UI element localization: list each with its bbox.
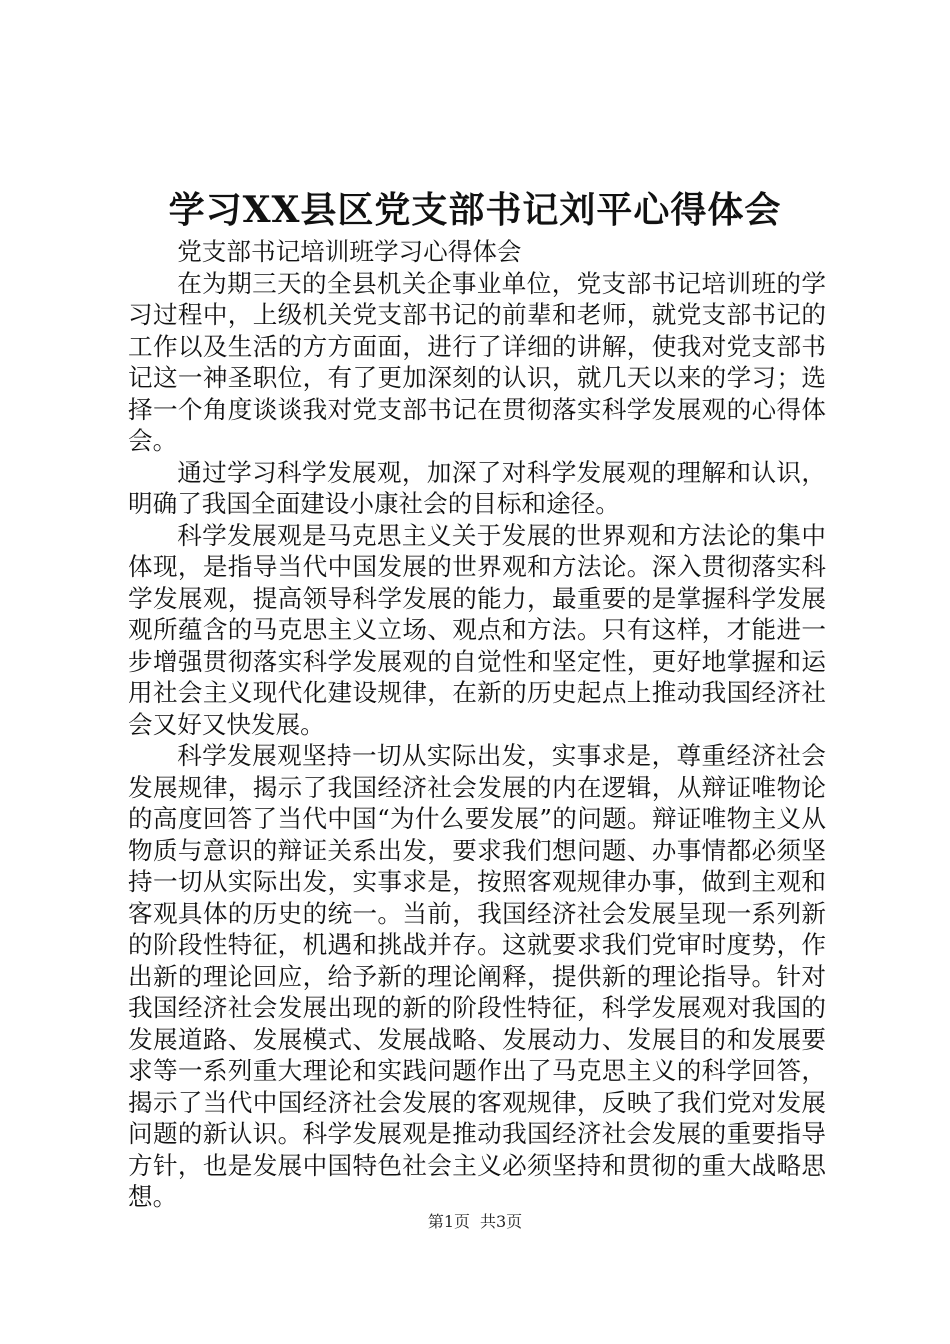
document-body bbox=[128, 236, 826, 1213]
paragraph-subtitle: 党支部书记培训班学习心得体会 bbox=[177, 237, 522, 266]
paragraph: 在为期三天的全县机关企事业单位，党支部书记培训班的学习过程中，上级机关党支部书记的前辈和老师，就党支部书记的工作以及生活的方方面面，进行了详细的讲解，使我对党支部书记这一神圣职位，有了更加深刻的认识，就几天以来的学习；选择一个角度谈谈我对党支部书记在贯彻落实科学发展观的心得体会。 bbox=[128, 268, 826, 455]
page-footer bbox=[0, 1210, 950, 1234]
paragraph: 科学发展观是马克思主义关于发展的世界观和方法论的集中体现，是指导当代中国发展的世界观和方法论。深入贯彻落实科学发展观，提高领导科学发展的能力，最重要的是掌握科学发展观所蕴含的马克思主义立场、观点和方法。只有这样，才能进一步增强贯彻落实科学发展观的自觉性和坚定性，更好地掌握和运用社会主义现代化建设规律，在新的历史起点上推动我国经济社会又好又快发展。 bbox=[128, 520, 826, 739]
paragraph: 通过学习科学发展观，加深了对科学发展观的理解和认识，明确了我国全面建设小康社会的目标和途径。 bbox=[128, 457, 826, 518]
document-title: 学习XX县区党支部书记刘平心得体会 bbox=[168, 189, 782, 231]
paragraph: 科学发展观坚持一切从实际出发，实事求是，尊重经济社会发展规律，揭示了我国经济社会发展的内在逻辑，从辩证唯物论的高度回答了当代中国“为什么要发展”的问题。辩证唯物主义从物质与意识的辩证关系出发，要求我们想问题、办事情都必须坚持一切从实际出发，实事求是，按照客观规律办事，做到主观和客观具体的历史的统一。当前，我国经济社会发展呈现一系列新的阶段性特征，机遇和挑战并存。这就要求我们党审时度势，作出新的理论回应，给予新的理论阐释，提供新的理论指导。针对我国经济社会发展出现的新的阶段性特征，科学发展观对我国的发展道路、发展模式、发展战略、发展动力、发展目的和发展要求等一系列重大理论和实践问题作出了马克思主义的科学回答，揭示了当代中国经济社会发展的客观规律，反映了我们党对发展问题的新认识。科学发展观是推动我国经济社会发展的重要指导方针，也是发展中国特色社会主义必须坚持和贯彻的重大战略思想。 bbox=[128, 741, 826, 1211]
page-total: 共3页 bbox=[480, 1212, 523, 1231]
page-number: 第1页 bbox=[427, 1212, 470, 1231]
